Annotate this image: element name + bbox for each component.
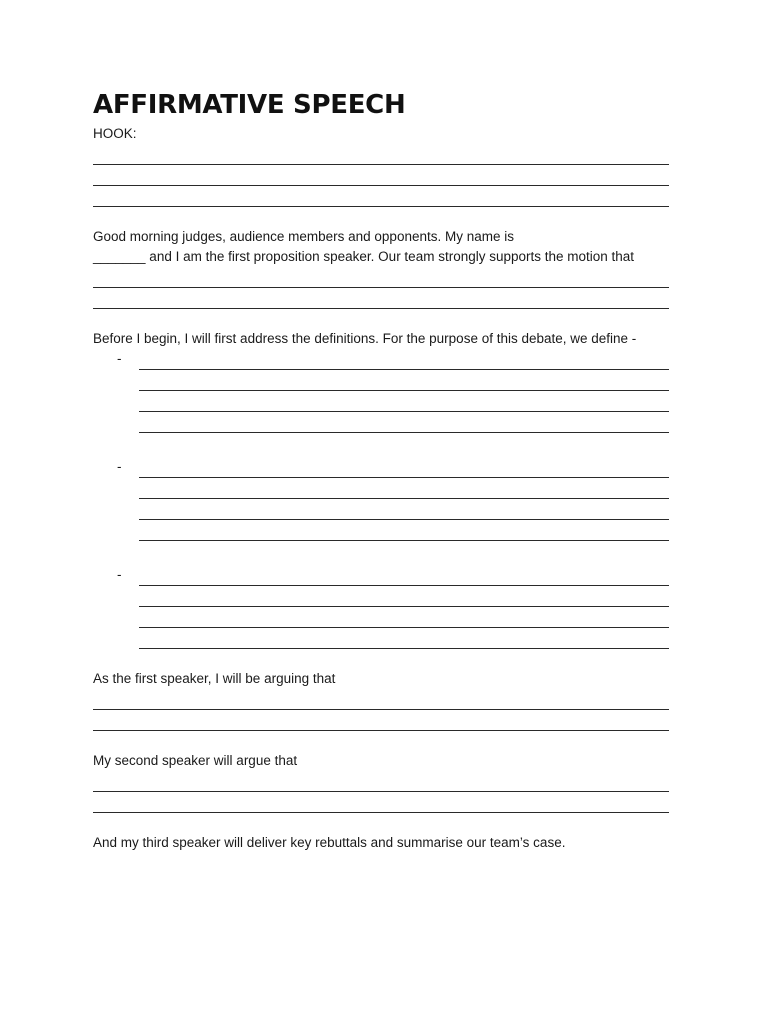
blank-line[interactable] — [93, 792, 669, 813]
blank-line[interactable] — [139, 607, 669, 628]
blank-line[interactable] — [139, 391, 669, 412]
definition-item — [117, 349, 669, 433]
blank-line[interactable] — [139, 370, 669, 391]
bullet-dash: - — [117, 459, 122, 474]
blank-line[interactable] — [139, 349, 669, 370]
blank-line[interactable] — [93, 267, 669, 288]
blank-line[interactable] — [139, 499, 669, 520]
blank-line[interactable] — [139, 520, 669, 541]
blank-line[interactable] — [93, 186, 669, 207]
blank-line[interactable] — [93, 710, 669, 731]
motion-lines — [93, 267, 669, 309]
blank-line[interactable] — [93, 144, 669, 165]
blank-line[interactable] — [139, 457, 669, 478]
blank-line[interactable] — [93, 771, 669, 792]
hook-label: HOOK: — [93, 126, 137, 141]
blank-line[interactable] — [93, 288, 669, 309]
definition-item — [117, 457, 669, 541]
third-speaker-text: And my third speaker will deliver key rebuttals and summarise our team’s case. — [93, 835, 566, 850]
page-title: AFFIRMATIVE SPEECH — [93, 90, 406, 120]
intro-text-line-1: Good morning judges, audience members and opponents. My name is — [93, 229, 514, 244]
definitions-intro: Before I begin, I will first address the definitions. For the purpose of this debate, we define - — [93, 331, 637, 346]
first-speaker-lines — [93, 689, 669, 731]
blank-line[interactable] — [93, 165, 669, 186]
blank-line[interactable] — [139, 565, 669, 586]
intro-text-line-2: _______ and I am the first proposition speaker. Our team strongly supports the motion that — [93, 249, 635, 264]
definition-item — [117, 565, 669, 649]
bullet-dash: - — [117, 351, 122, 366]
second-speaker-text: My second speaker will argue that — [93, 753, 298, 768]
blank-line[interactable] — [139, 412, 669, 433]
blank-line[interactable] — [93, 689, 669, 710]
blank-line[interactable] — [139, 478, 669, 499]
first-speaker-text: As the first speaker, I will be arguing that — [93, 671, 336, 686]
blank-line[interactable] — [139, 628, 669, 649]
blank-line[interactable] — [139, 586, 669, 607]
second-speaker-lines — [93, 771, 669, 813]
bullet-dash: - — [117, 567, 122, 582]
hook-lines — [93, 144, 669, 207]
worksheet — [93, 86, 669, 853]
